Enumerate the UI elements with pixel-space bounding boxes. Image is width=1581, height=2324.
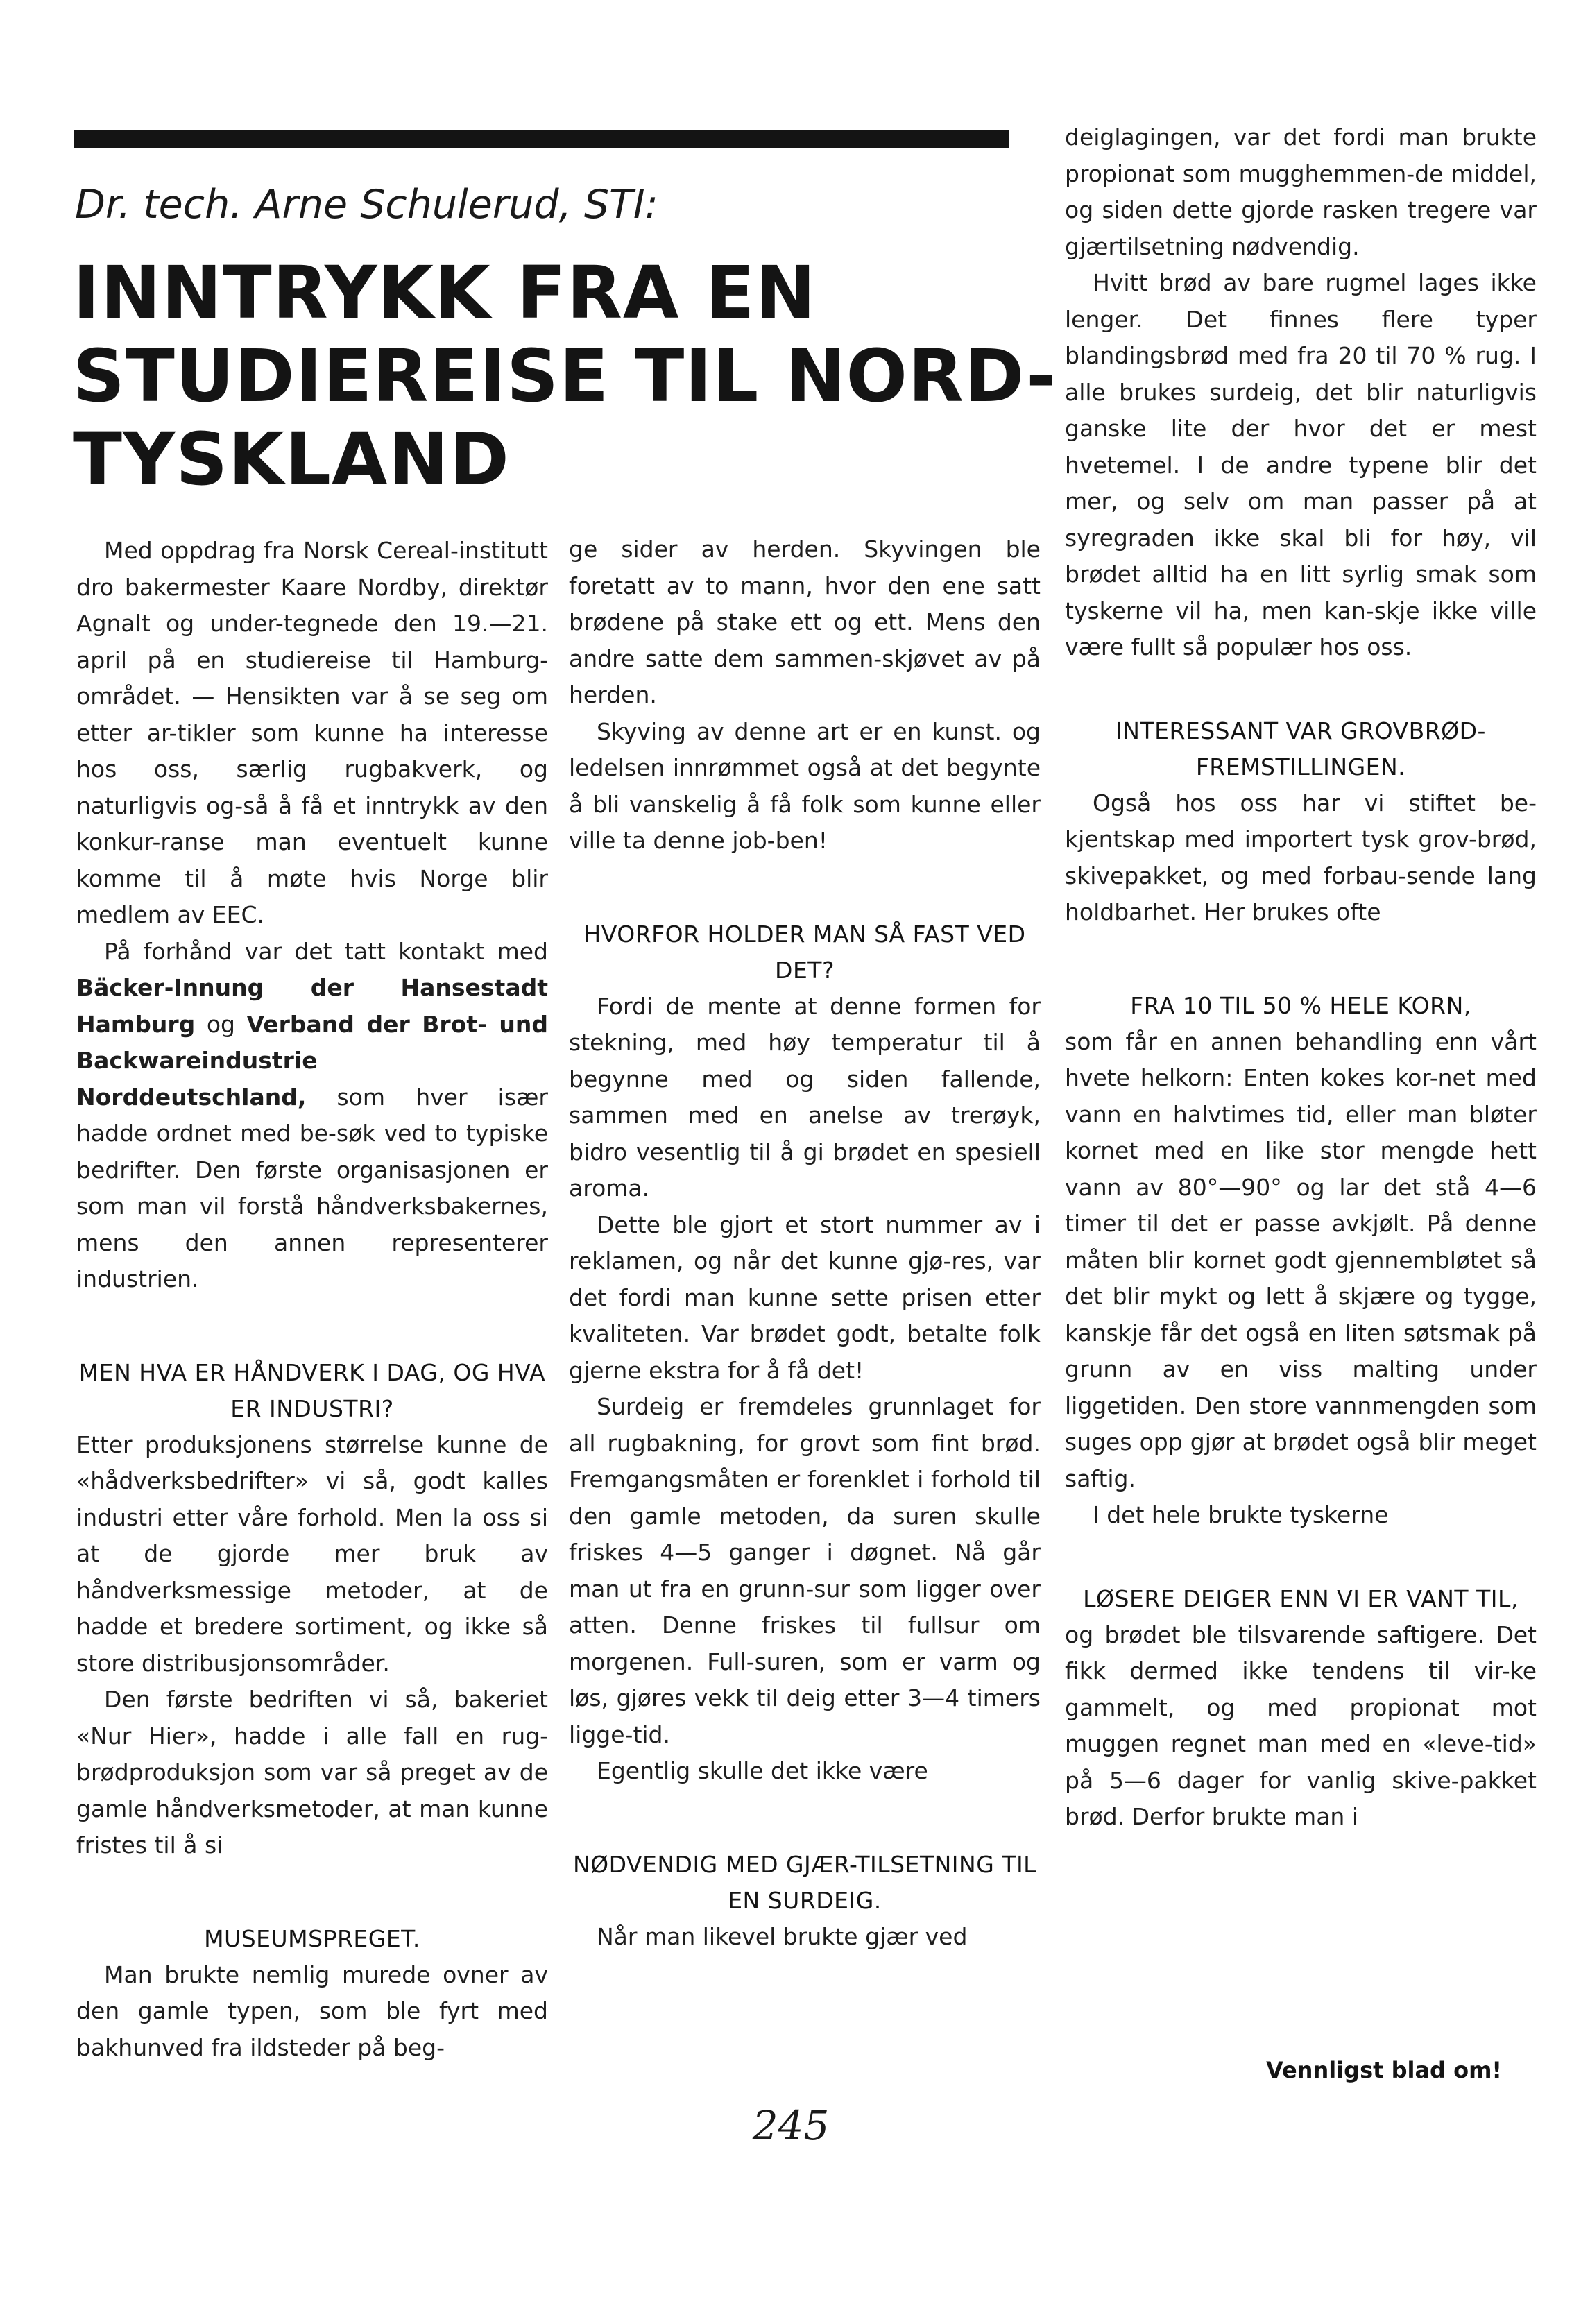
article-headline: [73, 250, 1057, 502]
section-heading: HVORFOR HOLDER MAN SÅ FAST VED DET?: [583, 920, 1026, 984]
turn-page-note: Vennligst blad om!: [1265, 2057, 1502, 2083]
paragraph: ge sider av herden. Skyvingen ble foretatt av to mann, hvor den ene satt brødene på stake ett og ett. Mens den andre satte dem sammen-skjøvet av på herden.: [569, 536, 1041, 708]
paragraph: Dette ble gjort et stort nummer av i reklamen, og når det kunne gjø-res, var det fordi man kunne sette prisen etter kvaliteten. Var brødet godt, betalte folk gjerne ekstra for å få det!: [569, 1211, 1041, 1384]
paragraph: Hvitt brød av bare rugmel lages ikke lenger. Det finnes flere typer blandingsbrød med fra 20 til 70 % rug. I alle brukes surdeig, det blir naturligvis ganske lite der hvor det er mest hvetemel. I de andre typene blir det mer, og selv om man passer på at syregraden ikke skal bli for høy, vil brødet alltid ha en litt syrlig smak som tyskerne vil ha, men kan-skje ikke ville være fullt så populær hos oss.: [1065, 269, 1537, 660]
section-heading: MEN HVA ER HÅNDVERK I DAG, OG HVA ER INDUSTRI?: [78, 1358, 546, 1422]
headline-line-1: INNTRYKK FRA EN: [73, 250, 817, 335]
column-3: [1065, 119, 1537, 1836]
author-byline: Dr. tech. Arne Schulerud, STI:: [75, 182, 658, 228]
paragraph: Fordi de mente at denne formen for stekning, med høy temperatur til å begynne med og siden fallende, sammen med en anelse av trerøyk, bidro vesentlig til å gi brødet en spesiell aroma.: [569, 992, 1041, 1202]
paragraph: Også hos oss har vi stiftet be-kjentskap med importert tysk grov-brød, skivepakket, og med forbau-sende lang holdbarhet. Her brukes ofte: [1065, 789, 1537, 925]
org-name: Bäcker-Innung der Hansestadt Hamburg: [76, 974, 548, 1038]
section-heading: NØDVENDIG MED GJÆR-TILSETNING TIL EN SURDEIG.: [572, 1850, 1037, 1914]
paragraph: Egentlig skulle det ikke være: [597, 1757, 928, 1784]
column-2: [569, 531, 1041, 1955]
paragraph: Den første bedriften vi så, bakeriet «Nur Hier», hadde i alle fall en rug-brødproduksjon som var så preget av de gamle håndverksmetoder, at man kunne fristes til å si: [76, 1686, 548, 1859]
page-number: 245: [752, 2102, 830, 2149]
paragraph: deiglagingen, var det fordi man brukte propionat som mugghemmen-de middel, og siden dette gjorde rasken tregere var gjærtilsetning nødvendig.: [1065, 123, 1537, 260]
text-span: og: [195, 1010, 247, 1038]
title-rule: [74, 130, 1009, 148]
section-heading: LØSERE DEIGER ENN VI ER VANT TIL,: [1083, 1584, 1519, 1612]
paragraph: Etter produksjonens størrelse kunne de «hådverksbedrifter» vi så, godt kalles industri etter våre forhold. Men la oss si at de gjorde mer bruk av håndverksmessige metoder, at de hadde et bredere sortiment, og ikke så store distribusjonsområder.: [76, 1430, 548, 1677]
paragraph: Med oppdrag fra Norsk Cereal-institutt dro bakermester Kaare Nordby, direktør Agnalt og under-tegnede den 19.—21. april på en studiereise til Hamburg-området. — Hensikten var å se seg om etter ar-tikler som kunne ha interesse hos oss, særlig rugbakverk, og naturligvis og-så å få et inntrykk av den konkur-ranse man eventuelt kunne komme til å møte hvis Norge blir medlem av EEC.: [76, 537, 548, 928]
paragraph: og brødet ble tilsvarende saftigere. Det fikk dermed ikke tendens til vir-ke gammelt, og med propionat mot muggen regnet man med en «leve-tid» på 5—6 dager for vanlig skive-pakket brød. Derfor brukte man i: [1065, 1621, 1537, 1830]
text-span: som hver især hadde ordnet med be-søk ved to typiske bedrifter. Den første organisasjonen er som man vil forstå håndverksbakernes, mens den annen representerer industrien.: [76, 1083, 548, 1292]
paragraph: Surdeig er fremdeles grunnlaget for all rugbakning, for grovt som fint brød. Fremgangsmåten er forenklet i forhold til den gamle metoden, da suren skulle friskes 4—5 ganger i døgnet. Nå går man ut fra en grunn-sur som ligger over atten. Denne friskes til fullsur om morgenen. Full-suren, som er varm og løs, gjøres vekk til deig etter 3—4 timers ligge-tid.: [569, 1393, 1041, 1748]
paragraph: Skyving av denne art er en kunst. og ledelsen innrømmet også at det begynte å bli vanskelig å få folk som kunne eller ville ta denne job-ben!: [569, 717, 1041, 854]
column-1: [76, 533, 548, 2066]
paragraph: [76, 934, 548, 1298]
text-span: På forhånd var det tatt kontakt med: [104, 937, 548, 965]
paragraph: som får en annen behandling enn vårt hvete helkorn: Enten kokes kor-net med vann en halvtimes tid, eller man bløter kornet med en like stor mengde hett vann av 80°—90° og lar det stå 4—6 timer til det er passe avkjølt. På denne måten blir kornet godt gjennembløtet så det blir mykt og lett å skjære og tygge, kanskje får det også en liten søtsmak på grunn av en viss malting under liggetiden. Den store vannmengden som suges opp gjør at brødet også blir meget saftig.: [1065, 1027, 1537, 1492]
paragraph: Man brukte nemlig murede ovner av den gamle typen, som ble fyrt med bakhunved fra ildsteder på beg-: [76, 1960, 548, 2061]
section-heading: INTERESSANT VAR GROVBRØD-FREMSTILLINGEN.: [1116, 717, 1486, 780]
section-heading: MUSEUMSPREGET.: [204, 1924, 420, 1952]
headline-line-3: TYSKLAND: [73, 417, 510, 502]
paragraph: Når man likevel brukte gjær ved: [597, 1922, 968, 1950]
headline-line-2: STUDIEREISE TIL NORD-: [73, 334, 1057, 418]
section-heading: FRA 10 TIL 50 % HELE KORN,: [1130, 991, 1471, 1019]
paragraph: I det hele brukte tyskerne: [1093, 1501, 1389, 1528]
org-name: Verband der Brot- und Backwareindustrie Norddeutschland,: [76, 1010, 548, 1111]
